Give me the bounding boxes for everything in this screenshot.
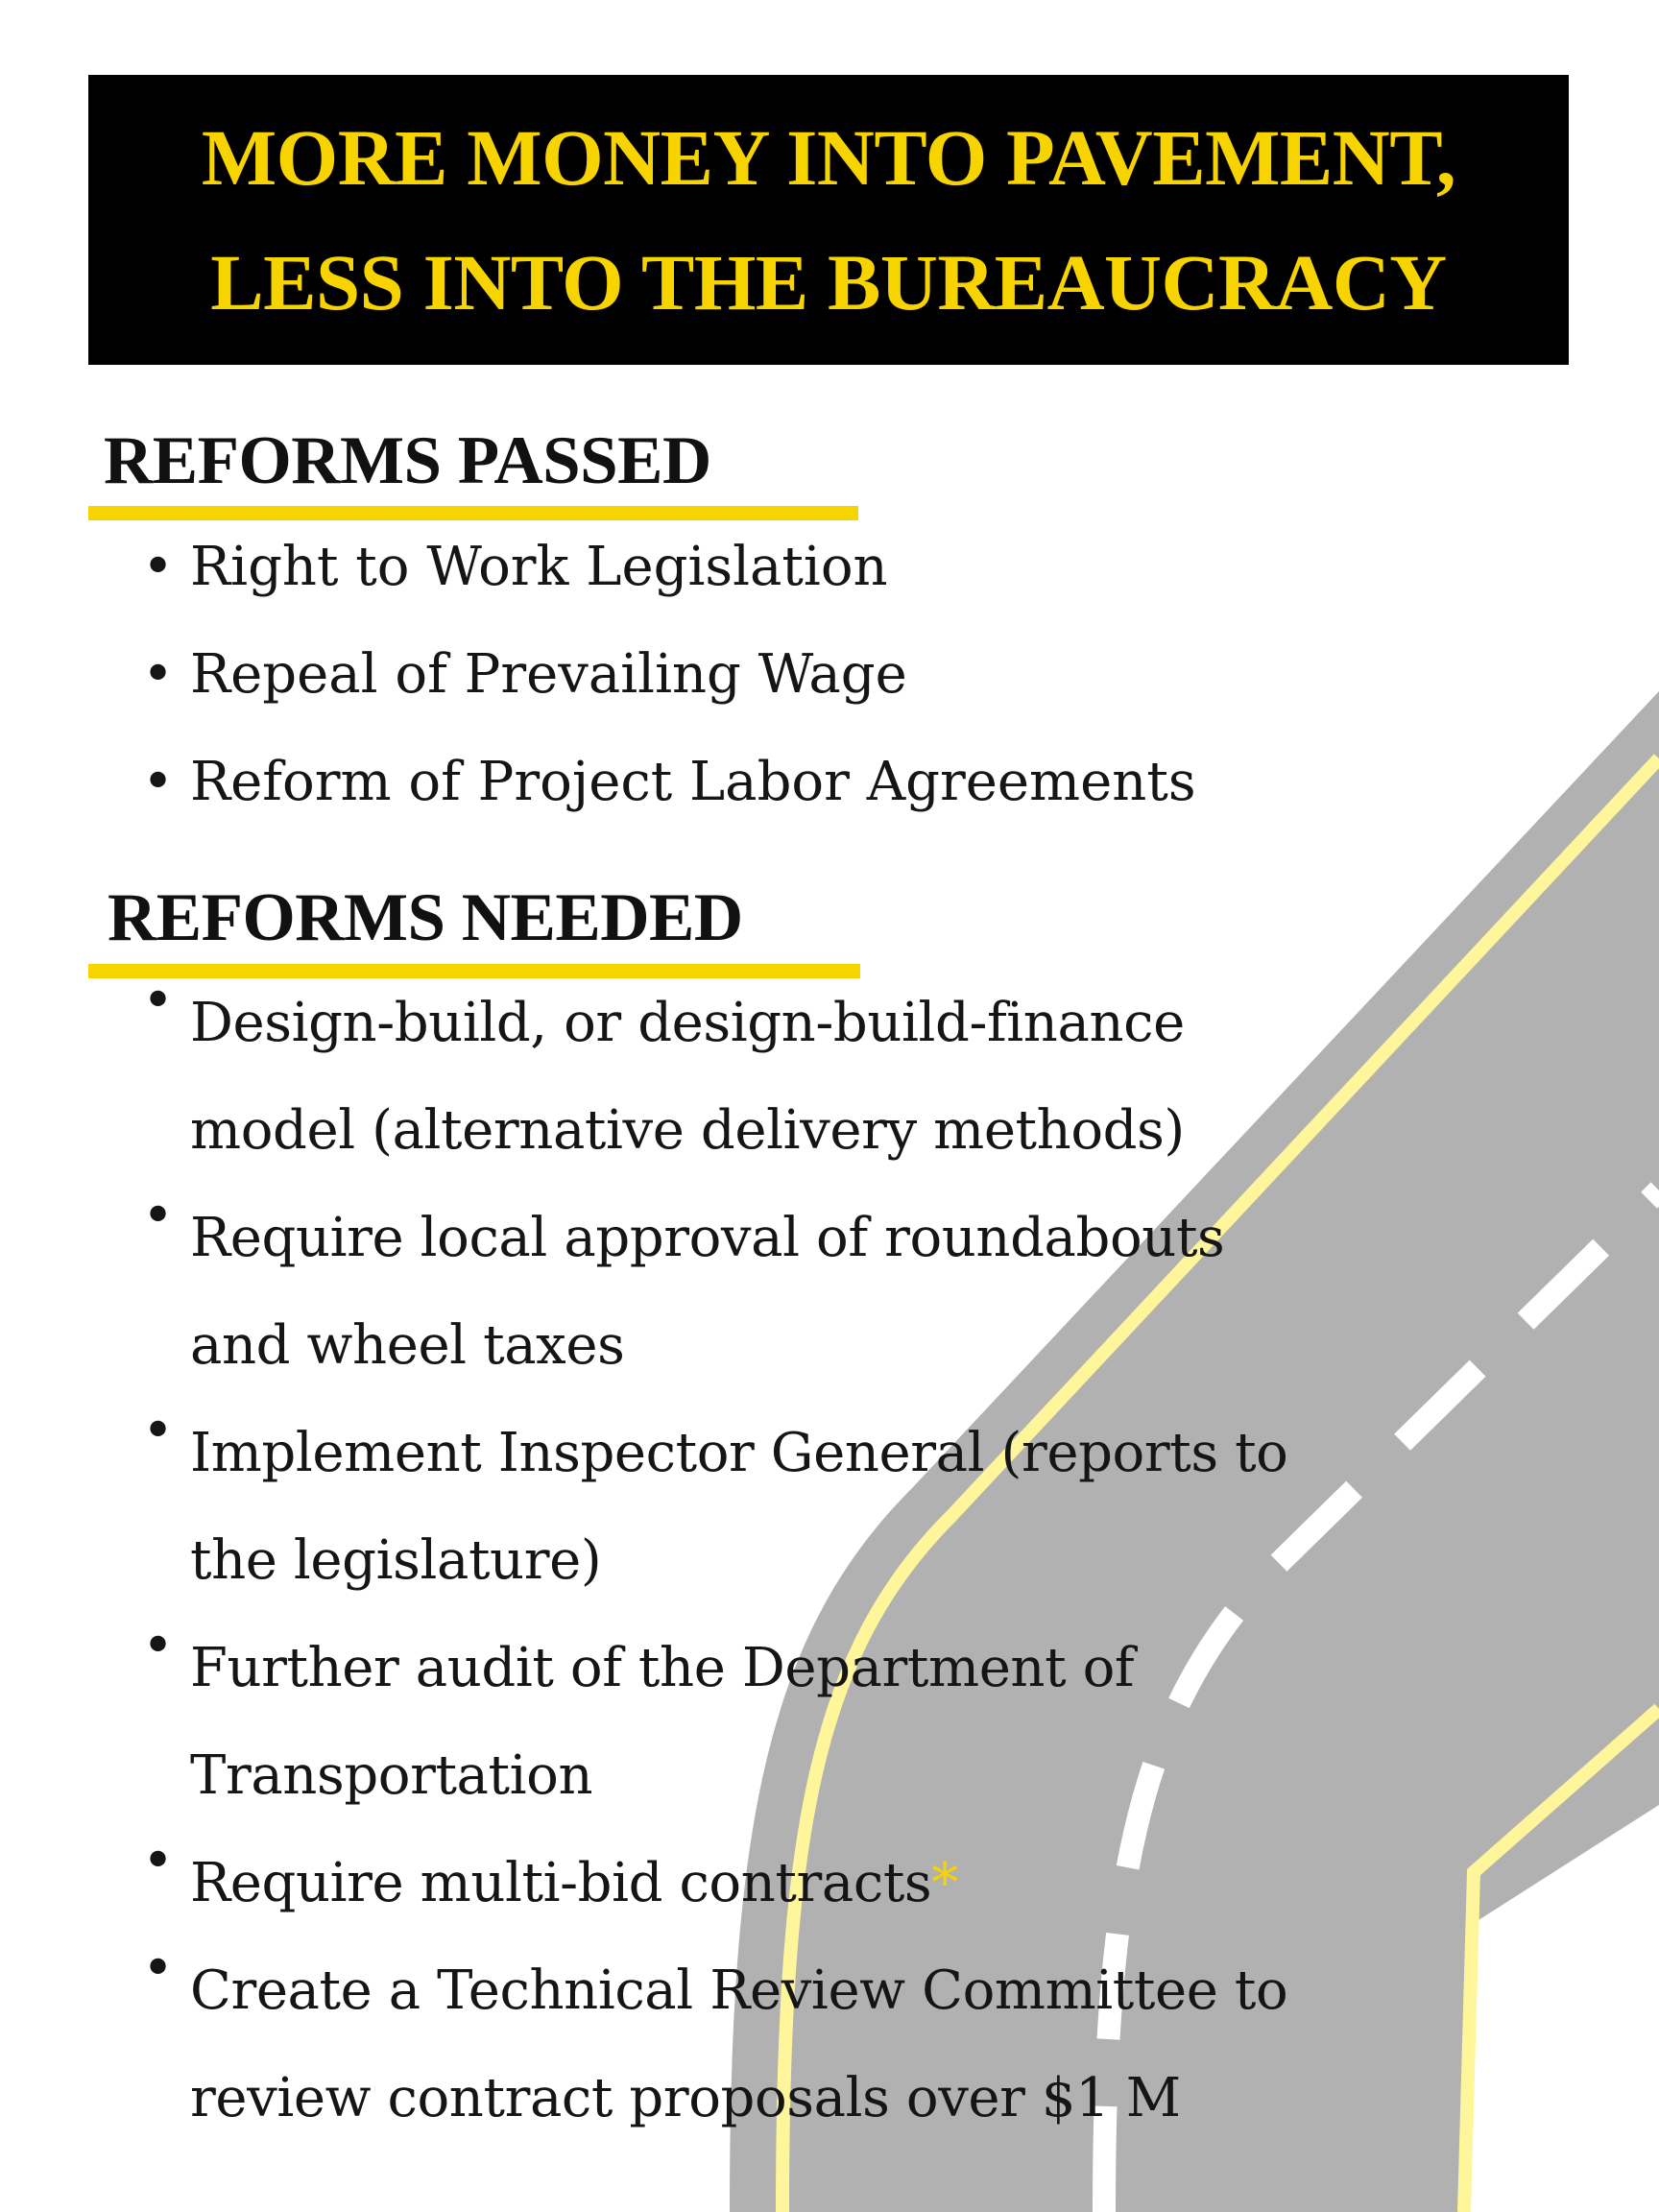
- list-item: • Further audit of the Department of Transportation: [142, 1615, 1135, 1807]
- reforms-needed-heading: REFORMS NEEDED: [108, 880, 743, 955]
- bullet-icon: •: [142, 1615, 175, 1677]
- bullet-icon: •: [142, 970, 175, 1032]
- list-item: • Right to Work Legislation: [140, 514, 1196, 621]
- bullet-icon: •: [142, 751, 175, 813]
- list-item: • Require multi-bid contracts*: [142, 1830, 958, 1914]
- bullet-icon: •: [142, 1185, 175, 1247]
- list-item: • Reform of Project Labor Agreements: [140, 729, 1196, 836]
- bullet-icon: •: [142, 536, 175, 598]
- reforms-passed-heading: REFORMS PASSED: [104, 423, 711, 498]
- list-item: • Create a Technical Review Committee to review contract proposals over $1 M: [142, 1937, 1288, 2129]
- headline-line-1: MORE MONEY INTO PAVEMENT,: [201, 113, 1456, 202]
- bullet-icon: •: [142, 643, 175, 706]
- bullet-icon: •: [142, 1830, 175, 1892]
- list-item: • Design-build, or design-build-finance model (alternative delivery methods): [142, 970, 1185, 1162]
- headline-banner: [88, 75, 1569, 365]
- list-item: • Require local approval of roundabouts and wheel taxes: [142, 1185, 1225, 1377]
- reforms-needed-list: [140, 970, 1288, 2152]
- list-item: • Repeal of Prevailing Wage: [140, 621, 1196, 729]
- bullet-icon: •: [142, 1400, 175, 1462]
- list-item: • Implement Inspector General (reports to the legislature): [142, 1400, 1288, 1592]
- bullet-icon: •: [142, 1937, 175, 2000]
- reforms-passed-list: [140, 514, 1196, 836]
- footnote-asterisk: *: [931, 1852, 958, 1914]
- headline-line-2: LESS INTO THE BUREAUCRACY: [210, 238, 1447, 326]
